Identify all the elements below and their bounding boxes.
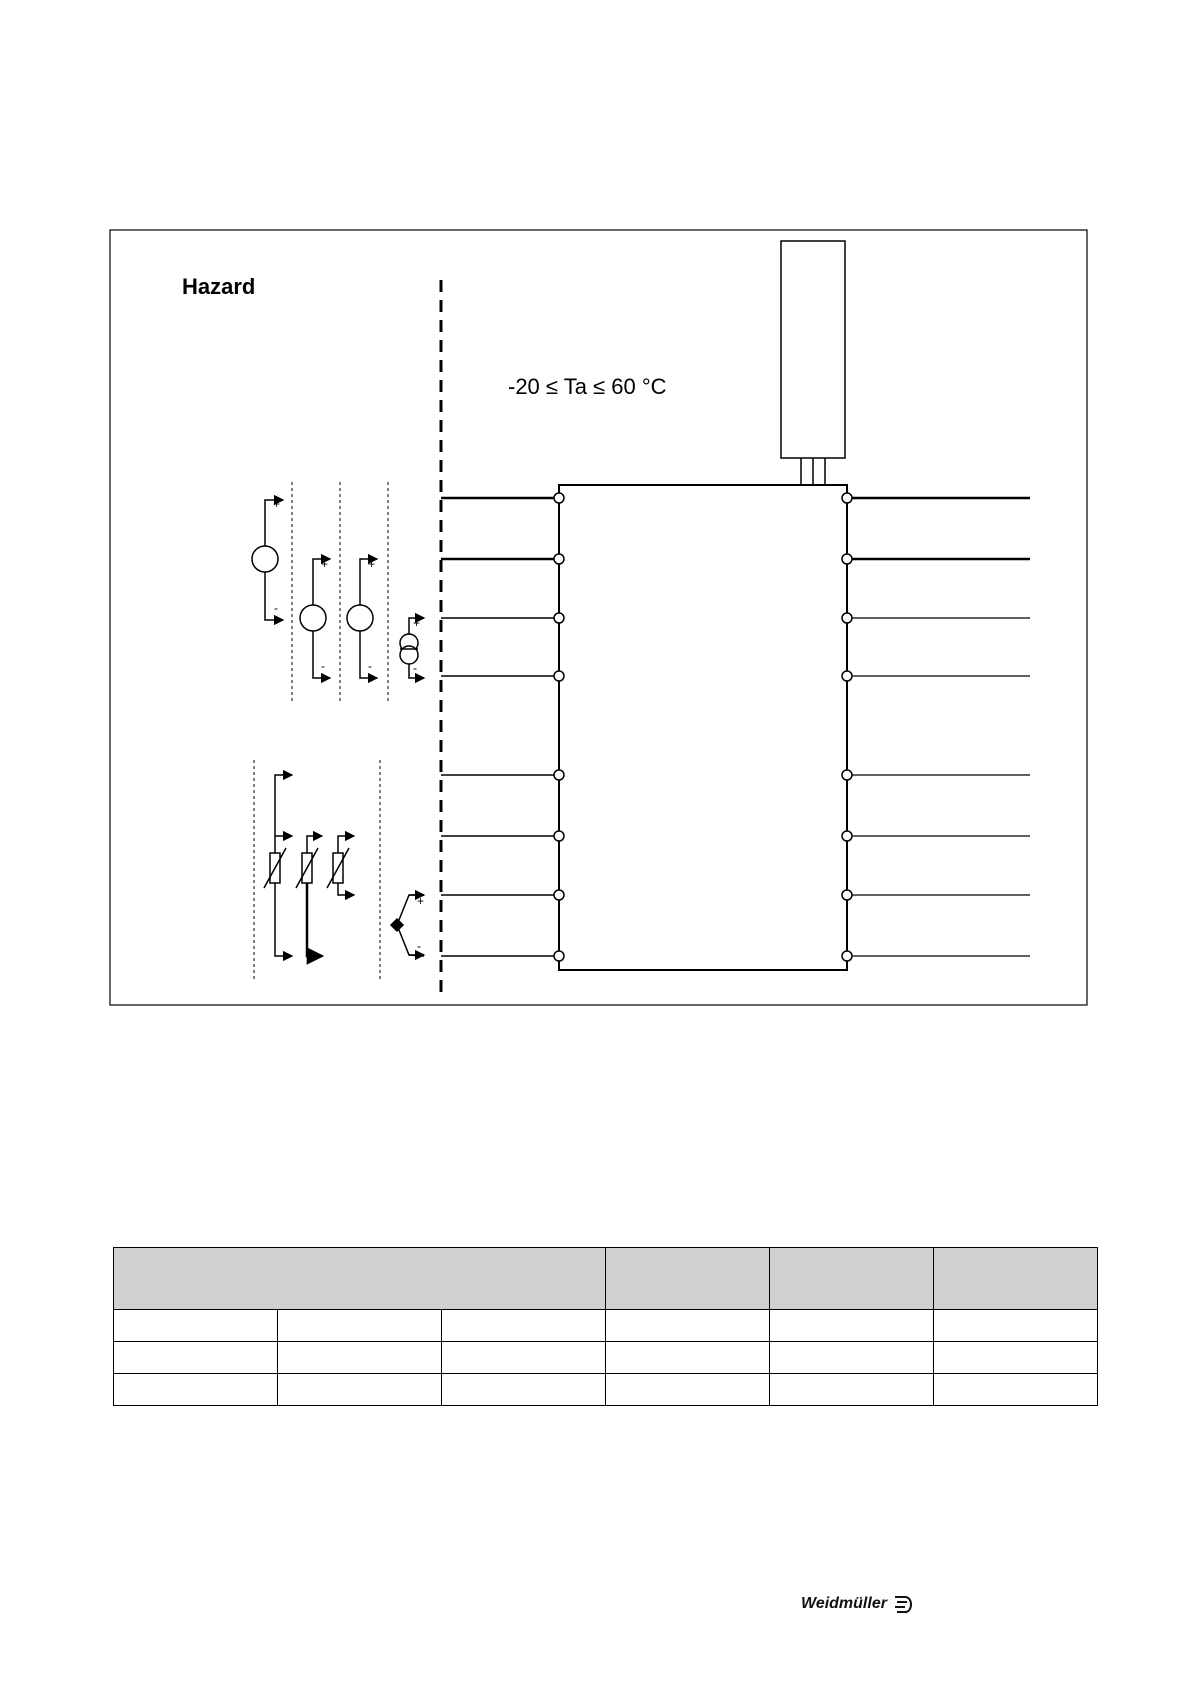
right-terminal: [842, 831, 852, 841]
table-header-cell: [114, 1248, 606, 1310]
table-cell: [606, 1374, 770, 1406]
table-cell: [934, 1342, 1098, 1374]
left-terminal: [554, 831, 564, 841]
table-cell: [606, 1342, 770, 1374]
table-cell: [934, 1374, 1098, 1406]
hazard-label: Hazard: [182, 274, 256, 299]
right-terminal: [842, 554, 852, 564]
table-row: [114, 1374, 1098, 1406]
table-cell: [114, 1374, 278, 1406]
voltage-source-icon: [300, 559, 330, 678]
plus-sign: +: [321, 557, 329, 571]
table-cell: [278, 1310, 442, 1342]
logo-text: Weidmüller: [801, 1595, 887, 1612]
table-cell: [770, 1310, 934, 1342]
rtd-2wire-icon: [296, 836, 322, 956]
weidmuller-logo: [801, 1594, 915, 1614]
plus-sign: +: [273, 497, 281, 511]
table-header-cell: [770, 1248, 934, 1310]
current-source-icon: [400, 618, 424, 678]
left-terminal: [554, 671, 564, 681]
table-cell: [442, 1310, 606, 1342]
connector-module: [781, 241, 845, 458]
table-cell: [278, 1374, 442, 1406]
minus-sign: -: [321, 659, 325, 673]
left-terminal: [554, 554, 564, 564]
voltage-source-icon: [347, 559, 377, 678]
plus-sign: +: [413, 616, 421, 630]
plus-sign: +: [417, 894, 425, 908]
table-cell: [770, 1374, 934, 1406]
right-terminal: [842, 890, 852, 900]
minus-sign: -: [417, 939, 421, 953]
rtd-icon: [327, 836, 354, 895]
left-terminal: [554, 770, 564, 780]
right-terminal: [842, 951, 852, 961]
minus-sign: -: [413, 661, 417, 675]
right-terminal: [842, 671, 852, 681]
right-terminal: [842, 493, 852, 503]
table-header-cell: [934, 1248, 1098, 1310]
table-header-row: [114, 1248, 1098, 1310]
right-terminals: [842, 493, 1030, 961]
upper-separators: [292, 482, 388, 702]
table-cell: [770, 1342, 934, 1374]
table-cell: [114, 1310, 278, 1342]
table-row: [114, 1342, 1098, 1374]
table-cell: [606, 1310, 770, 1342]
table-cell: [442, 1342, 606, 1374]
voltage-source-icon: [252, 500, 283, 620]
minus-sign: -: [274, 601, 278, 615]
rtd-3wire-icon: [264, 775, 292, 956]
plus-sign: +: [368, 557, 376, 571]
left-terminal: [554, 613, 564, 623]
left-terminals: [441, 493, 564, 961]
right-terminal: [842, 613, 852, 623]
temperature-range-label: -20 ≤ Ta ≤ 60 °C: [508, 374, 667, 399]
device-body: [559, 485, 847, 970]
table-header-cell: [606, 1248, 770, 1310]
left-terminal: [554, 493, 564, 503]
table-row: [114, 1310, 1098, 1342]
polarity-signs: [273, 497, 424, 953]
table-cell: [934, 1310, 1098, 1342]
logo-mark-icon: [893, 1594, 915, 1614]
table-cell: [114, 1342, 278, 1374]
spec-table: [113, 1247, 1098, 1406]
minus-sign: -: [368, 659, 372, 673]
table-cell: [442, 1374, 606, 1406]
left-terminal: [554, 951, 564, 961]
table-cell: [278, 1342, 442, 1374]
right-terminal: [842, 770, 852, 780]
left-terminal: [554, 890, 564, 900]
